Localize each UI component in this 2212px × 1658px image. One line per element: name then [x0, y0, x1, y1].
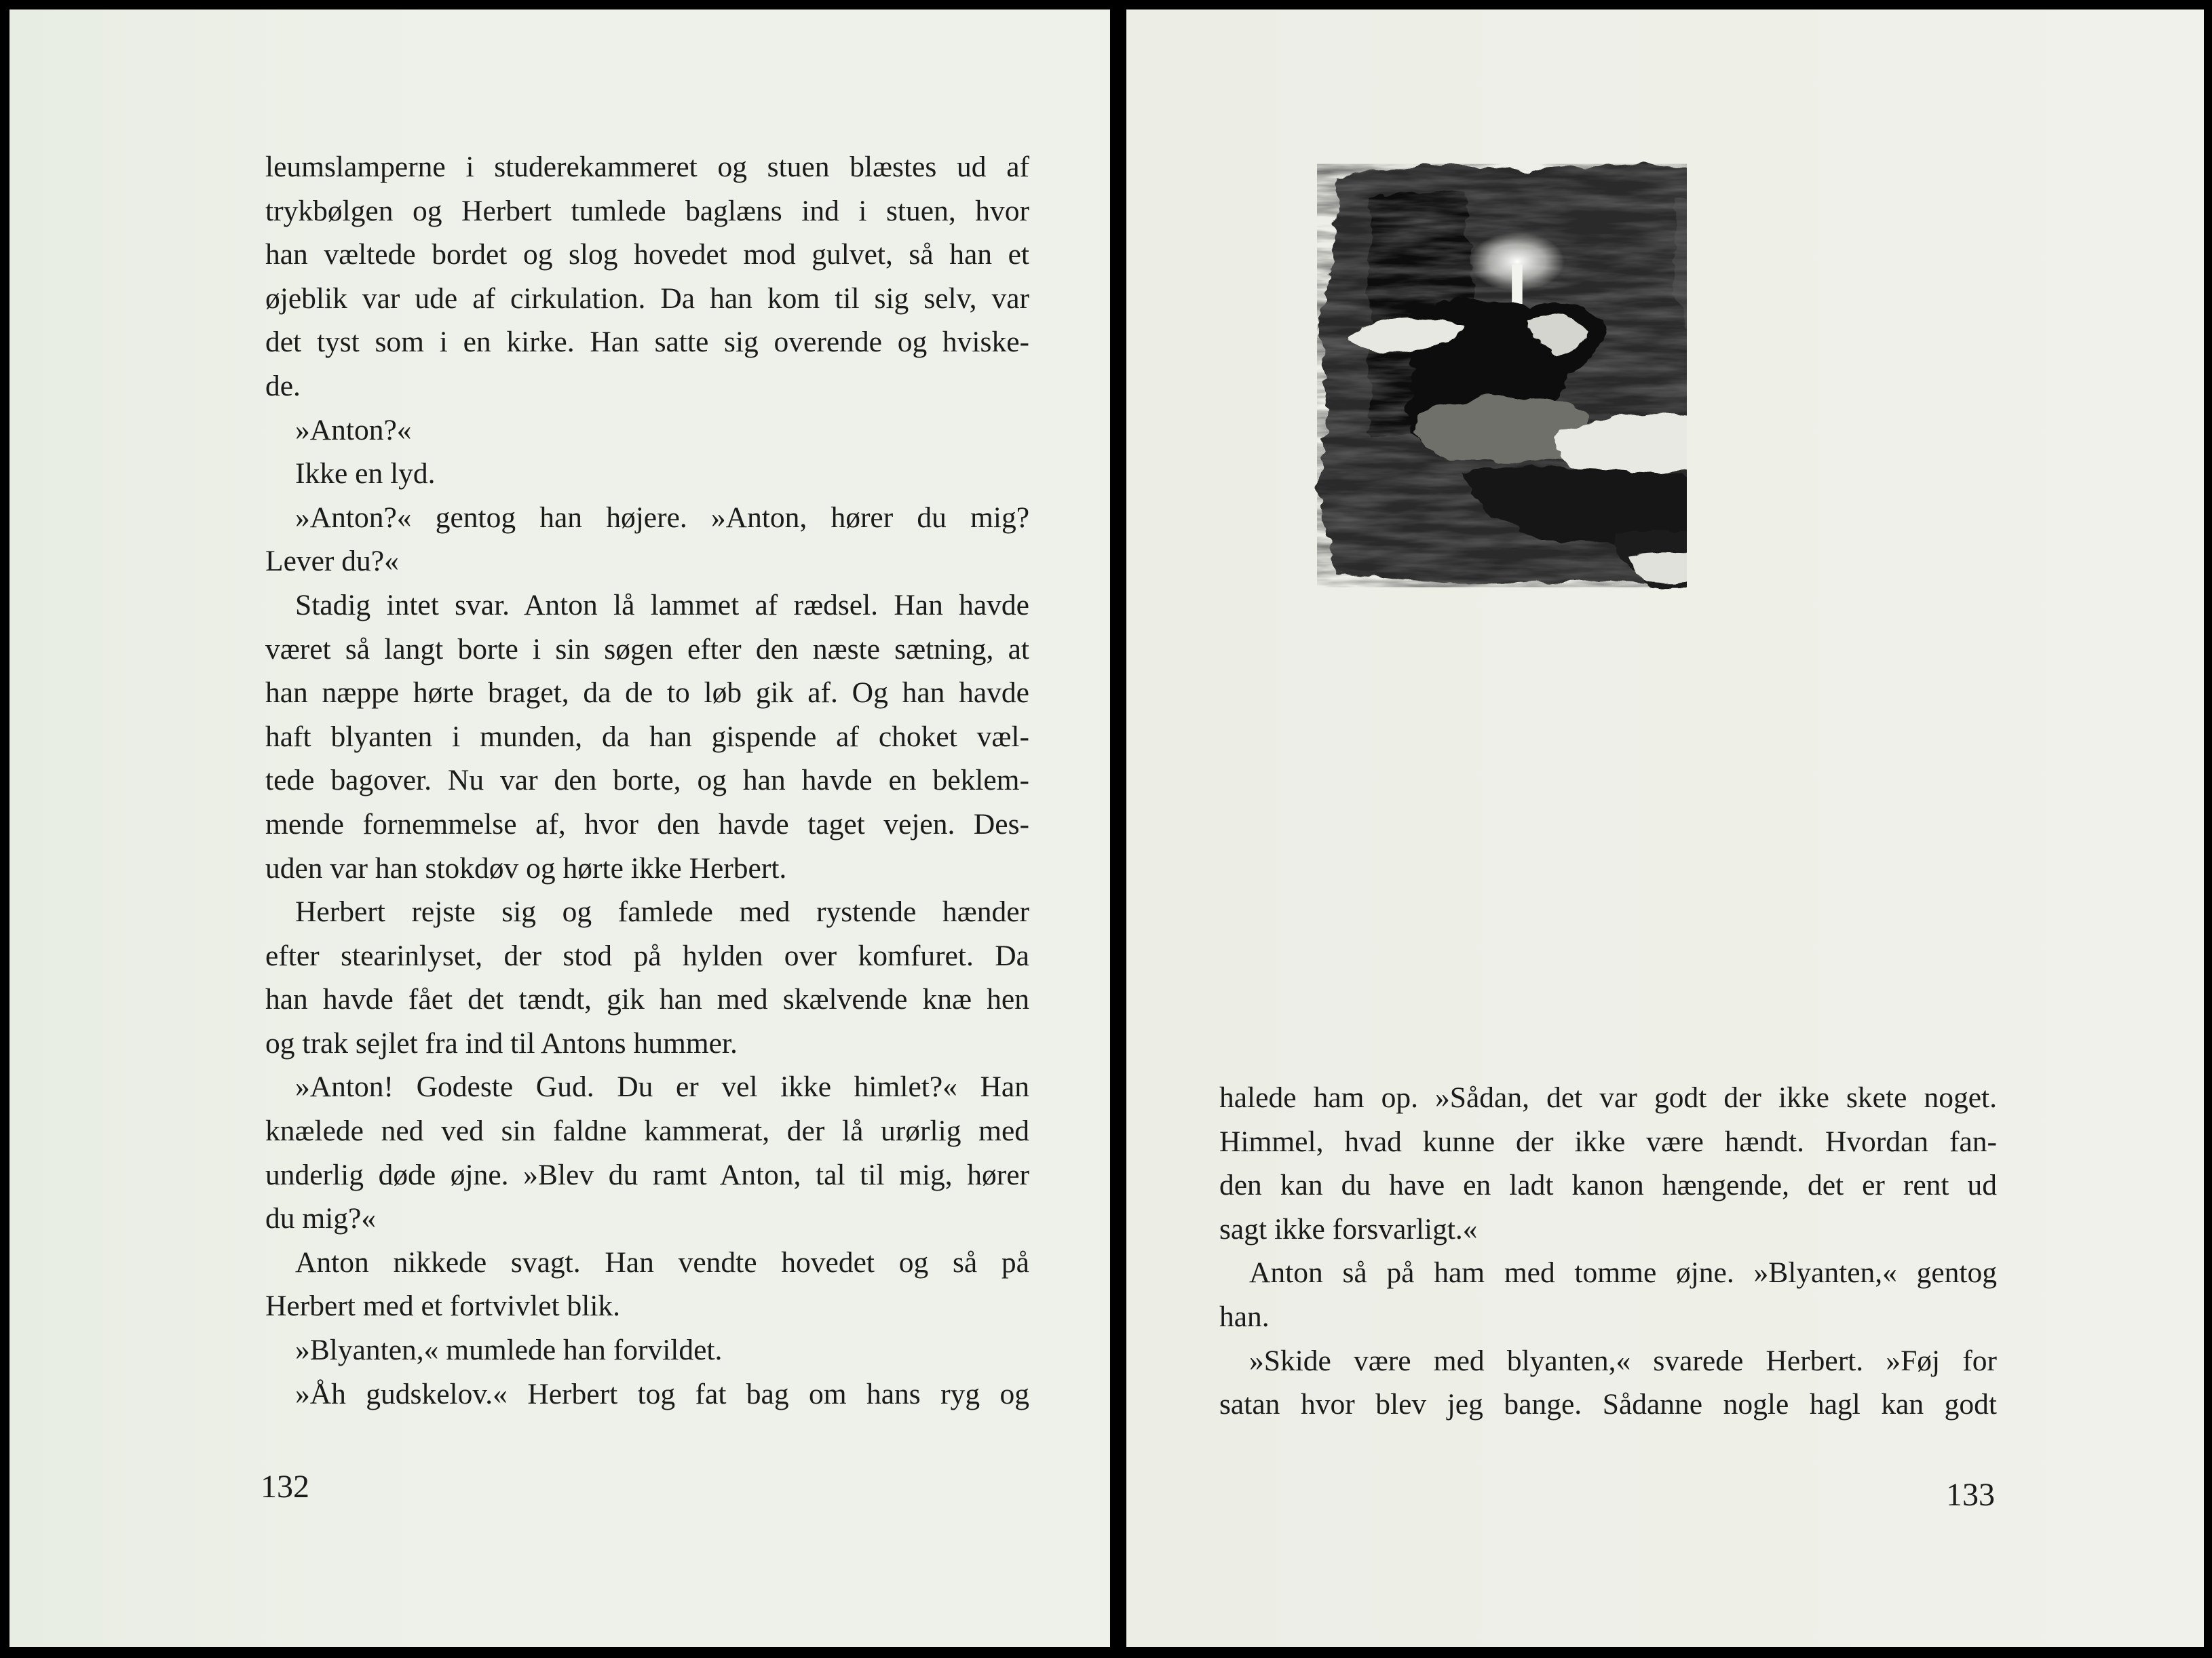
ink-illustration: [1296, 157, 1687, 1012]
left-page: [9, 9, 1110, 1647]
page-number: 133: [1946, 1477, 1995, 1513]
page-number: 132: [261, 1469, 309, 1505]
text-line: du mig?«: [265, 1202, 377, 1235]
text-line: det tyst som i en kirke. Han satte sig overende og hviske-: [265, 326, 1029, 359]
text-line: de.: [265, 369, 301, 402]
text-line: »Skide være med blyanten,« svarede Herbert. »Føj for: [1249, 1344, 1997, 1377]
text-line: Herbert rejste sig og famlede med rystende hænder: [295, 895, 1029, 929]
text-line: han.: [1219, 1300, 1270, 1333]
text-line: »Anton?«: [295, 413, 412, 446]
right-page: [1126, 9, 2204, 1647]
text-line: »Anton?« gentog han højere. »Anton, hører du mig?: [295, 501, 1029, 534]
text-line: været så langt borte i sin søgen efter den næste sætning, at: [265, 632, 1029, 666]
text-line: uden var han stokdøv og hørte ikke Herbert.: [265, 851, 787, 885]
text-line: Stadig intet svar. Anton lå lammet af rædsel. Han havde: [295, 588, 1029, 621]
text-line: sagt ikke forsvarligt.«: [1219, 1212, 1478, 1246]
text-line: halede ham op. »Sådan, det var godt der ikke skete noget.: [1219, 1081, 1997, 1114]
text-line: Lever du?«: [265, 545, 399, 578]
text-line: han væltede bordet og slog hovedet mod gulvet, så han et: [265, 238, 1029, 271]
text-line: »Åh gudskelov.« Herbert tog fat bag om hans ryg og: [295, 1377, 1029, 1410]
left-page-text: [265, 145, 1029, 1416]
text-line: underlig døde øjne. »Blev du ramt Anton, tal til mig, hører: [265, 1158, 1029, 1191]
text-line: trykbølgen og Herbert tumlede baglæns ind i stuen, hvor: [265, 194, 1029, 227]
text-line: øjeblik var ude af cirkulation. Da han kom til sig selv, var: [265, 282, 1029, 315]
text-line: Herbert med et fortvivlet blik.: [265, 1290, 621, 1323]
text-line: han næppe hørte braget, da de to løb gik af. Og han havde: [265, 676, 1029, 710]
text-line: knælede ned ved sin faldne kammerat, der lå urørlig med: [265, 1115, 1029, 1148]
text-line: Himmel, hvad kunne der ikke være hændt. Hvordan fan-: [1219, 1125, 1997, 1158]
text-line: Ikke en lyd.: [295, 457, 436, 490]
text-line: Anton nikkede svagt. Han vendte hovedet og så på: [295, 1246, 1029, 1279]
text-line: efter stearinlyset, der stod på hylden over komfuret. Da: [265, 939, 1029, 972]
text-line: han havde fået det tændt, gik han med skælvende knæ hen: [265, 983, 1029, 1016]
text-line: »Anton! Godeste Gud. Du er vel ikke himlet?« Han: [295, 1071, 1029, 1104]
text-line: »Blyanten,« mumlede han forvildet.: [295, 1334, 723, 1367]
text-line: Anton så på ham med tomme øjne. »Blyanten,« gentog: [1249, 1256, 1997, 1290]
text-line: haft blyanten i munden, da han gispende af choket væl-: [265, 720, 1029, 753]
text-line: satan hvor blev jeg bange. Sådanne nogle hagl kan godt: [1219, 1388, 1997, 1421]
text-line: og trak sejlet fra ind til Antons hummer.: [265, 1026, 738, 1060]
text-line: tede bagover. Nu var den borte, og han havde en beklem-: [265, 764, 1029, 797]
right-page-text: [1219, 1076, 1997, 1427]
text-line: den kan du have en ladt kanon hængende, det er rent ud: [1219, 1169, 1997, 1202]
text-line: mende fornemmelse af, hvor den havde taget vejen. Des-: [265, 807, 1029, 841]
text-line: leumslamperne i studerekammeret og stuen blæstes ud af: [265, 151, 1029, 183]
